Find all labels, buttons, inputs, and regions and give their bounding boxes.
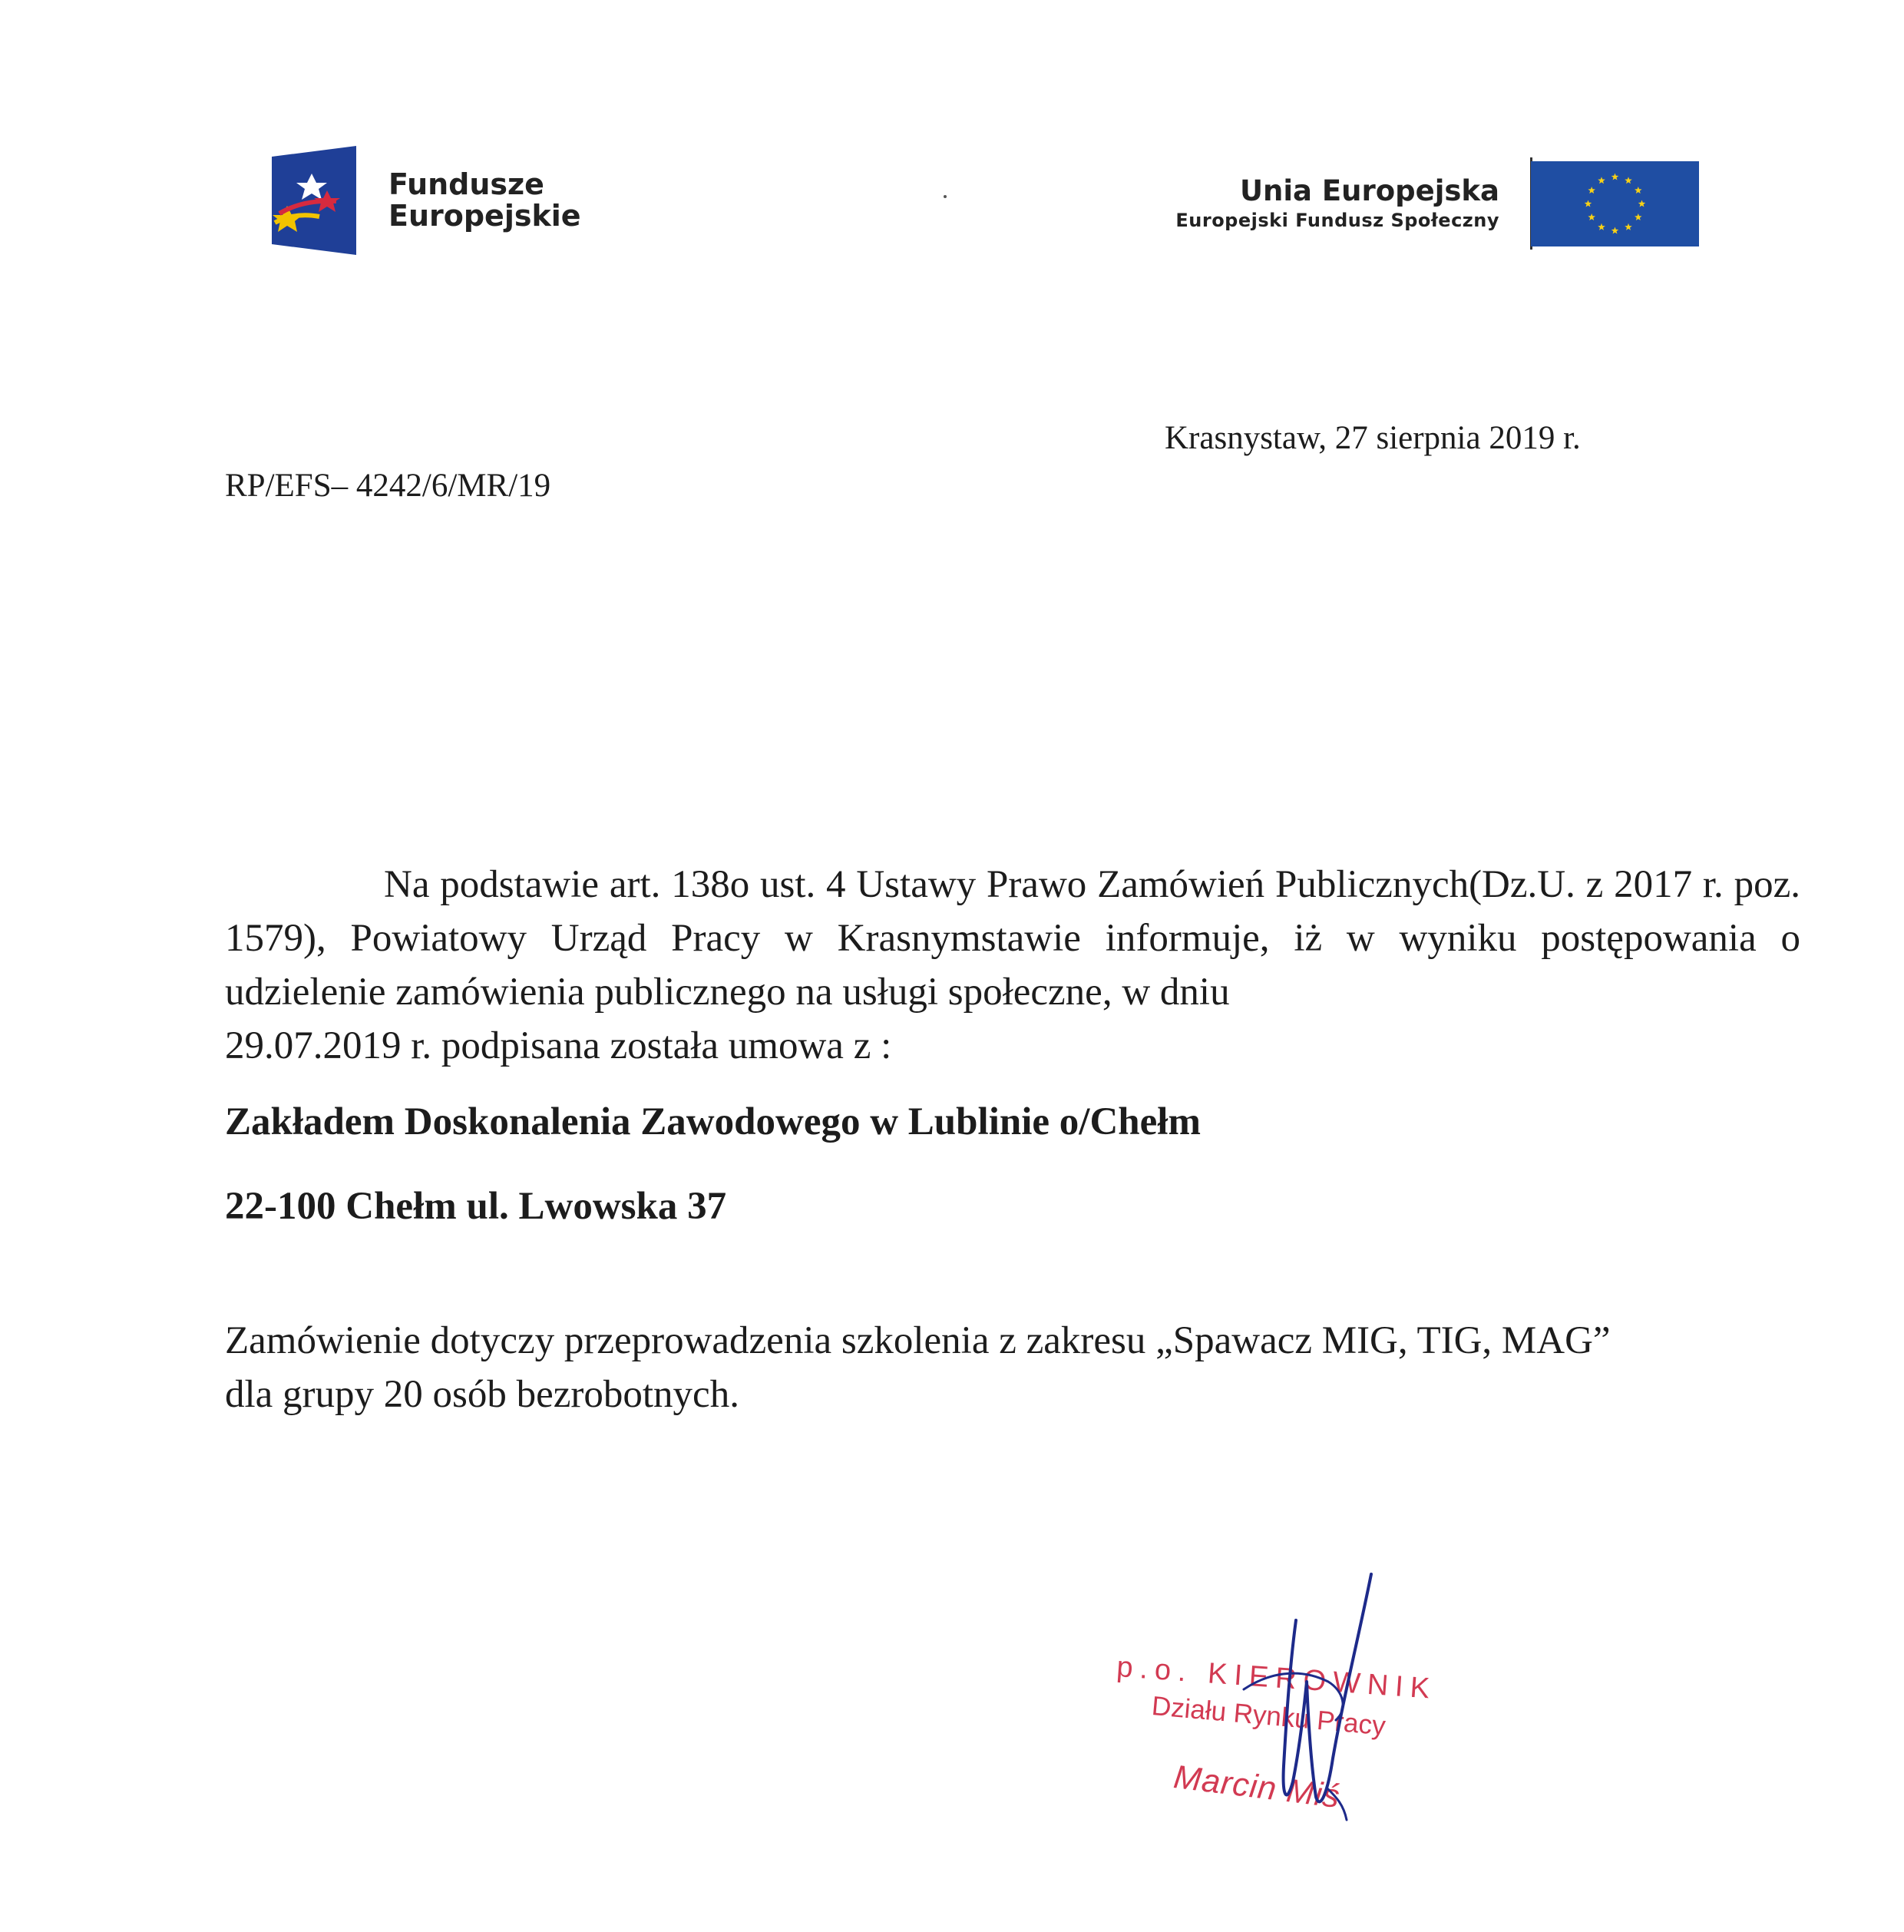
stamp-department: Działu Rynku Pracy [1150, 1691, 1387, 1742]
eu-logo-text [1175, 174, 1499, 232]
stamp-title: p.o. KIEROWNIK [1116, 1651, 1438, 1706]
subject-line-1: Zamówienie dotyczy przeprowadzenia szkolenia z zakresu „Spawacz MIG, TIG, MAG” [225, 1319, 1611, 1362]
eu-title: Unia Europejska [1239, 174, 1499, 207]
subject-line-2: dla grupy 20 osób bezrobotnych. [225, 1373, 739, 1416]
logo-text-line1: Fundusze [388, 167, 544, 201]
logo-text-line2: Europejskie [388, 199, 581, 233]
intro-paragraph: Na podstawie art. 138o ust. 4 Ustawy Prawo Zamówień Publicznych(Dz.U. z 2017 r. poz. 1579), Powiatowy Urząd Pracy w Krasnymstawie informuje, iż w wyniku postępowania o udzielenie zamówienia publicznego na usługi społeczne, w dniu [225, 863, 1800, 1014]
contractor-name: Zakładem Doskonalenia Zawodowego w Lublinie o/Chełm [225, 1100, 1201, 1143]
handwritten-signature-icon [1213, 1566, 1397, 1828]
contractor-address: 22-100 Chełm ul. Lwowska 37 [225, 1185, 727, 1228]
intro-paragraph-last-line: 29.07.2019 r. podpisana została umowa z : [225, 1024, 892, 1067]
place-and-date: Krasnystaw, 27 sierpnia 2019 r. [1165, 420, 1581, 456]
stamp-name: Marcin Miś [1172, 1758, 1343, 1816]
fundusze-europejskie-logo-text [388, 169, 581, 232]
scan-speck [944, 195, 947, 198]
reference-number: RP/EFS– 4242/6/MR/19 [225, 468, 551, 504]
eu-flag-icon [1531, 161, 1699, 246]
eu-subtitle: Europejski Fundusz Społeczny [1175, 210, 1499, 231]
fundusze-europejskie-logo-icon [272, 146, 356, 255]
